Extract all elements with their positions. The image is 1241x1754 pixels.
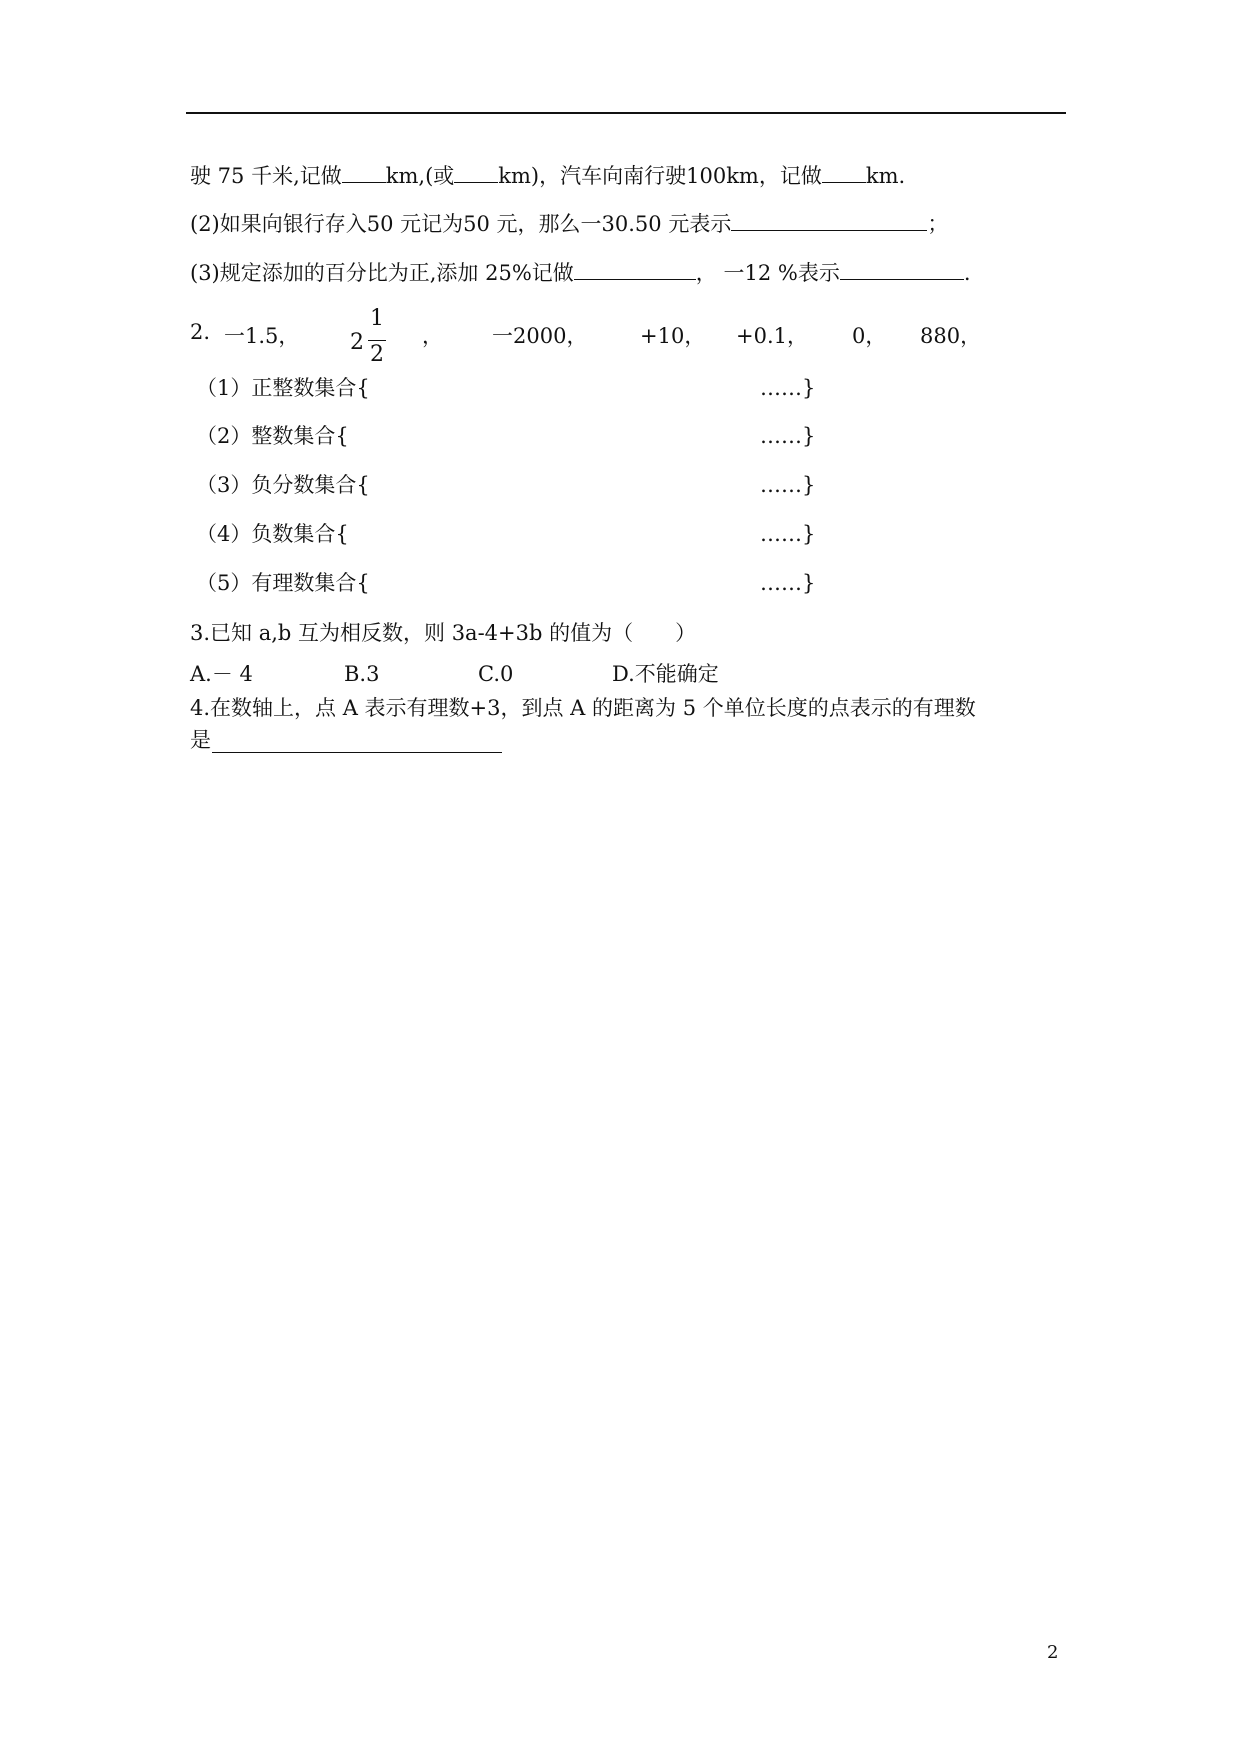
q2-number-1: 一1.5， xyxy=(224,324,300,348)
fraction-bar xyxy=(368,340,386,341)
q3-choice-d: D.不能确定 xyxy=(612,662,719,686)
fraction-numerator: 1 xyxy=(370,306,384,331)
set-negative-fractions-end: ……} xyxy=(760,473,816,497)
q1-line2-end: ； xyxy=(927,212,949,236)
q2-number-7: 880， xyxy=(920,324,982,348)
q1-line1-text-b: (或 xyxy=(425,164,455,188)
q1-line3-text-b: ， xyxy=(695,261,717,285)
set-rational-numbers-end: ……} xyxy=(760,571,816,595)
q2-number-4: +10， xyxy=(640,324,706,348)
q1-line3-text-c: 一12 xyxy=(723,261,772,285)
q1-line3-end: . xyxy=(963,261,971,285)
q2-number-6: 0， xyxy=(852,324,887,348)
q1-unit-1: km, xyxy=(385,164,426,188)
q1-blank-2 xyxy=(454,164,498,183)
q3-choice-a: A.－ 4 xyxy=(190,662,253,686)
set-negative-fractions-label: （3）负分数集合{ xyxy=(196,473,370,497)
fraction-denominator: 2 xyxy=(370,342,384,367)
q2-label: 2. xyxy=(190,320,211,344)
set-negative-numbers-label: （4）负数集合{ xyxy=(196,522,349,546)
header-rule xyxy=(186,112,1066,114)
set-negative-numbers-end: ……} xyxy=(760,522,816,546)
q3-choice-c: C.0 xyxy=(478,662,514,686)
set-positive-integers-end: ……} xyxy=(760,376,816,400)
q2-number-3: 一2000， xyxy=(492,324,588,348)
set-integers-end: ……} xyxy=(760,424,816,448)
q1-line1-text-a: 驶 75 千米,记做 xyxy=(190,164,342,188)
q4-stem-continued: 是 xyxy=(190,728,211,752)
q1-blank-4 xyxy=(731,212,927,231)
q1-blank-1 xyxy=(342,164,386,183)
page-number: 2 xyxy=(1047,1642,1059,1663)
q1-blank-6 xyxy=(840,261,964,280)
q2-mixed-fraction xyxy=(350,306,390,372)
q1-unit-3: km. xyxy=(865,164,906,188)
q3-stem: 3.已知 a,b 互为相反数，则 3a-4+3b 的值为（ ） xyxy=(190,621,697,645)
q1-line2-text: (2)如果向银行存入50 元记为50 元，那么一30.50 元表示 xyxy=(190,212,732,236)
q1-unit-2: km) xyxy=(498,164,540,188)
q4-stem: 4.在数轴上，点 A 表示有理数+3，到点 A 的距离为 5 个单位长度的点表示的有理数 xyxy=(190,696,976,720)
q1-line1-text-c: ，汽车向南行驶100km，记做 xyxy=(539,164,822,188)
fraction-whole: 2 xyxy=(350,330,364,355)
q2-number-5: +0.1， xyxy=(736,324,808,348)
q1-line-1 xyxy=(190,162,905,190)
q1-line-2 xyxy=(190,210,948,238)
q1-line3-text-a: (3)规定添加的百分比为正,添加 25%记做 xyxy=(190,261,574,285)
q4-answer-line xyxy=(212,752,502,753)
set-positive-integers-label: （1）正整数集合{ xyxy=(196,376,370,400)
q1-blank-5 xyxy=(574,261,696,280)
q3-choice-b: B.3 xyxy=(344,662,380,686)
set-integers-label: （2）整数集合{ xyxy=(196,424,349,448)
set-rational-numbers-label: （5）有理数集合{ xyxy=(196,571,370,595)
q2-separator: ， xyxy=(422,324,443,348)
q1-line-3 xyxy=(190,259,971,287)
q1-line3-text-d: %表示 xyxy=(777,261,840,285)
q1-blank-3 xyxy=(822,164,866,183)
